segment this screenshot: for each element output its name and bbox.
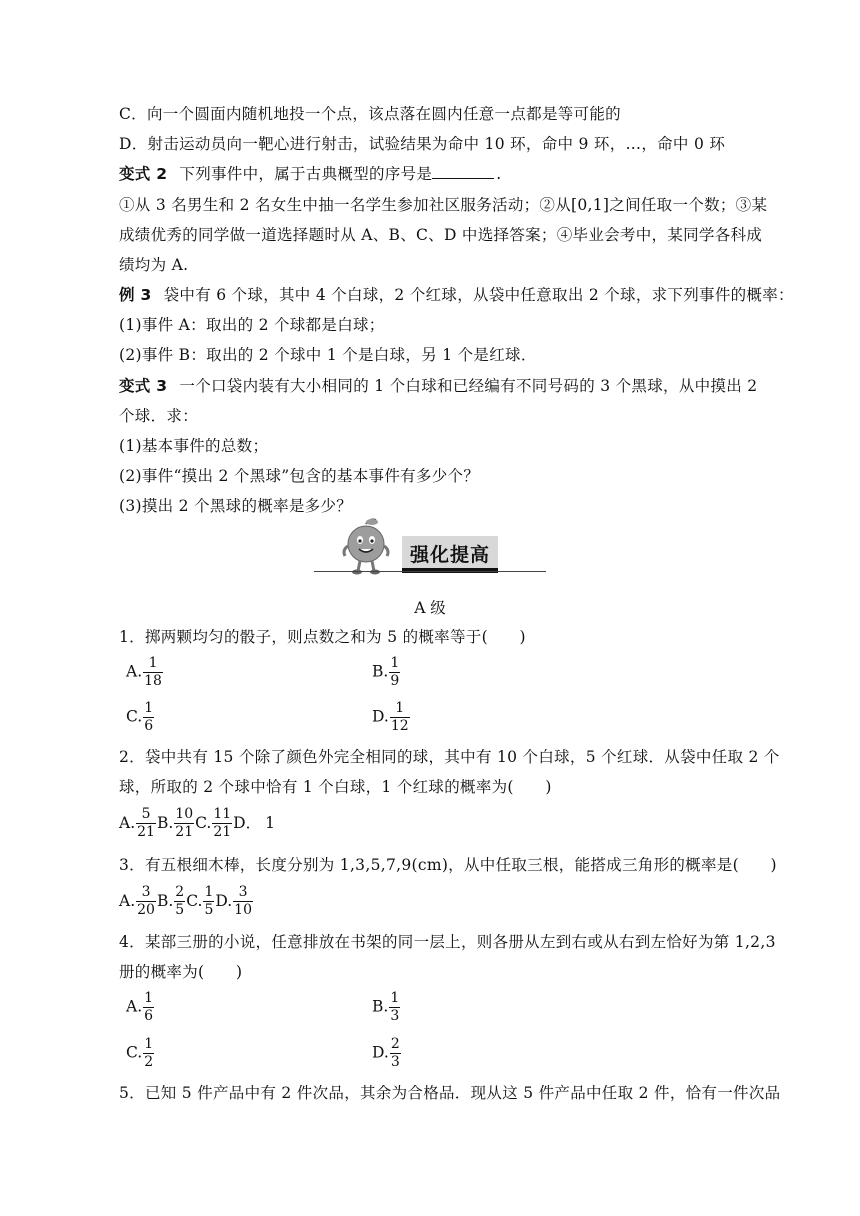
variant-3-label: 变式 3 [119,377,168,395]
q1-option-d[interactable]: D. $\frac{1}{12}$ [372,700,409,734]
q3-option-d[interactable]: D. $\frac{3}{10}$ [215,884,252,918]
q3-option-c[interactable]: C. $\frac{1}{5}$ [186,884,214,918]
question-2-stem-1: 2．袋中共有 15 个除了颜色外完全相同的球，其中有 10 个白球，5 个红球．从袋中任取 2 个 [119,748,780,766]
variant-2-label: 变式 2 [119,165,168,183]
variant-3-item-1: (1)基本事件的总数； [119,437,269,455]
variant-3-item-3: (3)摸出 2 个黑球的概率是多少？ [119,497,353,515]
q2-option-b[interactable]: B. $\frac{10}{21}$ [156,806,194,840]
variant-2-stem: 变式 2 下列事件中，属于古典概型的序号是 . [119,165,502,183]
example-3-item-2: (2)事件 B：取出的 2 个球中 1 个是白球，另 1 个是红球． [119,346,537,364]
q4-option-c[interactable]: C. $\frac{1}{2}$ [126,1036,154,1070]
question-4-stem-2: 册的概率为( ) [119,963,243,981]
answer-blank [432,164,494,179]
option-d-line: D．射击运动员向一靶心进行射击，试验结果为命中 10 环，命中 9 环，…，命中 0 环 [119,135,726,153]
variant-3-item-2: (2)事件“摸出 2 个黑球”包含的基本事件有多少个？ [119,467,480,485]
q2-option-a[interactable]: A. $\frac{5}{21}$ [119,806,155,840]
section-banner [314,516,546,576]
question-1-stem: 1．掷两颗均匀的骰子，则点数之和为 5 的概率等于( ) [119,628,526,646]
variant-2-line-3: 绩均为 A. [119,256,189,274]
banner-underline [314,571,546,572]
q2-option-c[interactable]: C. $\frac{11}{21}$ [195,806,232,840]
variant-2-line-2: 成绩优秀的同学做一道选择题时从 A、B、C、D 中选择答案；④毕业会考中，某同学各科成 [119,226,763,244]
level-heading: A 级 [414,599,446,617]
banner-title: 强化提高 [409,544,490,566]
variant-3-stem-2: 个球．求： [119,407,199,425]
example-3-stem: 例 3 袋中有 6 个球，其中 4 个白球，2 个红球，从袋中任意取出 2 个球，求下列事件的概率： [119,286,794,304]
example-3-label: 例 3 [119,286,152,304]
q1-option-c[interactable]: C. $\frac{1}{6}$ [126,700,154,734]
apple-mascot-icon [336,516,396,576]
question-5-stem-1: 5．已知 5 件产品中有 2 件次品，其余为合格品．现从这 5 件产品中任取 2 件，恰有一件次品 [119,1084,781,1102]
option-c-line: C．向一个圆面内随机地投一个点，该点落在圆内任意一点都是等可能的 [119,105,621,123]
q3-option-a[interactable]: A. $\frac{3}{20}$ [119,884,155,918]
q2-options [119,806,275,841]
question-4-stem-1: 4．某部三册的小说，任意排放在书架的同一层上，则各册从左到右或从右到左恰好为第 1,2,3 [119,933,776,951]
variant-2-line-1: ①从 3 名男生和 2 名女生中抽一名学生参加社区服务活动；②从[0,1]之间任取一个数；③某 [119,196,768,214]
q4-option-b[interactable]: B. $\frac{1}{3}$ [372,990,400,1024]
q1-option-b[interactable]: B. $\frac{1}{9}$ [372,655,400,689]
q3-option-b[interactable]: B. $\frac{2}{5}$ [156,884,185,918]
q4-option-a[interactable]: A. $\frac{1}{6}$ [126,990,154,1024]
question-3-stem: 3．有五根细木棒，长度分别为 1,3,5,7,9(cm)，从中任取三根，能搭成三角形的概率是( ) [119,856,777,874]
question-2-stem-2: 球，所取的 2 个球中恰有 1 个白球，1 个红球的概率为( ) [119,778,552,796]
q2-option-d[interactable]: D． 1 [233,813,275,832]
q1-option-a[interactable]: A. $\frac{1}{18}$ [126,655,162,689]
banner-title-box [402,536,498,573]
q3-options [119,884,254,919]
example-3-item-1: (1)事件 A：取出的 2 个球都是白球； [119,316,385,334]
variant-3-stem: 变式 3 一个口袋内装有大小相同的 1 个白球和已经编有不同号码的 3 个黑球，从中摸出 2 [119,377,758,395]
q4-option-d[interactable]: D. $\frac{2}{3}$ [372,1036,400,1070]
